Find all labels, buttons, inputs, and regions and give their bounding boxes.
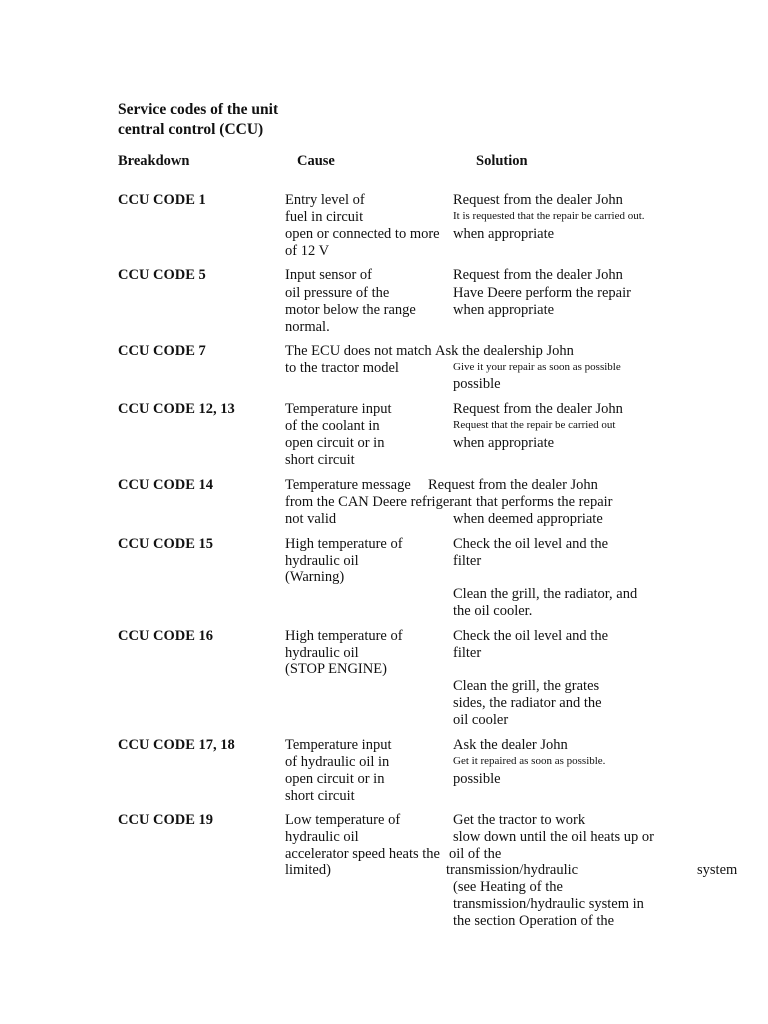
cause-line: open circuit or in: [285, 435, 385, 451]
solution-line: Check the oil level and the: [453, 536, 609, 552]
code-label: CCU CODE 1: [118, 192, 206, 208]
solution-line: possible: [453, 376, 501, 392]
cause-line: High temperature of: [285, 628, 403, 644]
cause-line: of the coolant in: [285, 418, 380, 434]
cause-line: open circuit or in: [285, 771, 385, 787]
cause-line: Temperature input: [285, 401, 392, 417]
solution-line: oil cooler: [453, 712, 509, 728]
cause-line: of 12 V: [285, 243, 330, 259]
solution-line: when deemed appropriate: [453, 511, 603, 527]
page-title-line-1: Service codes of the unit: [118, 101, 279, 118]
cause-line: (STOP ENGINE): [285, 661, 387, 677]
solution-line: the section Operation of the: [453, 913, 615, 929]
cause-line: High temperature of: [285, 536, 403, 552]
solution-line: when appropriate: [453, 226, 555, 242]
solution-line: transmission/hydraulic system in: [453, 896, 644, 912]
cause-line: accelerator speed heats the: [285, 846, 440, 862]
cause-line: not valid: [285, 511, 337, 527]
solution-line: filter: [453, 553, 482, 569]
solution-line: Ask the dealer John: [453, 737, 568, 753]
solution-line: oil of the: [449, 846, 502, 862]
cause-line: fuel in circuit: [285, 209, 364, 225]
solution-line: (see Heating of the: [453, 879, 563, 895]
cause-line: Low temperature of: [285, 812, 401, 828]
solution-line: Have Deere perform the repair: [453, 285, 631, 301]
cause-line: to the tractor model: [285, 360, 399, 376]
cause-line: from the CAN Deere refrigerant: [285, 494, 472, 510]
cause-line: Input sensor of: [285, 267, 372, 283]
cause-line: normal.: [285, 319, 330, 335]
solution-line: Request from the dealer John: [453, 267, 623, 283]
solution-line: Ask the dealership John: [435, 343, 574, 359]
cause-line: hydraulic oil: [285, 645, 359, 661]
solution-line: Get the tractor to work: [453, 812, 586, 828]
solution-line: filter: [453, 645, 482, 661]
code-label: CCU CODE 7: [118, 343, 206, 359]
solution-line: Get it repaired as soon as possible.: [453, 755, 606, 767]
solution-line: slow down until the oil heats up or: [453, 829, 654, 845]
solution-line: Give it your repair as soon as possible: [453, 361, 621, 373]
cause-line: Entry level of: [285, 192, 365, 208]
cause-line: open or connected to more: [285, 226, 440, 242]
code-label: CCU CODE 16: [118, 628, 214, 644]
cause-line: hydraulic oil: [285, 829, 359, 845]
cause-line: oil pressure of the: [285, 285, 390, 301]
header-cause: Cause: [297, 153, 335, 169]
cause-line: The ECU does not match: [285, 343, 432, 359]
solution-line: sides, the radiator and the: [453, 695, 602, 711]
solution-line: system: [697, 862, 738, 878]
solution-line: Request that the repair be carried out: [453, 419, 616, 431]
cause-line: Temperature input: [285, 737, 392, 753]
solution-line: Request from the dealer John: [453, 192, 623, 208]
code-label: CCU CODE 19: [118, 812, 214, 828]
solution-line: It is requested that the repair be carried out.: [453, 210, 645, 222]
code-label: CCU CODE 15: [118, 536, 214, 552]
code-label: CCU CODE 5: [118, 267, 206, 283]
solution-line: Request from the dealer John: [428, 477, 598, 493]
solution-line: Clean the grill, the radiator, and: [453, 586, 638, 602]
code-label: CCU CODE 12, 13: [118, 401, 235, 417]
cause-line: limited): [285, 862, 331, 878]
cause-line: short circuit: [285, 452, 355, 468]
solution-line: possible: [453, 771, 501, 787]
cause-line: of hydraulic oil in: [285, 754, 390, 770]
code-label: CCU CODE 14: [118, 477, 214, 493]
cause-line: hydraulic oil: [285, 553, 359, 569]
solution-line: Clean the grill, the grates: [453, 678, 600, 694]
cause-line: Temperature message: [285, 477, 411, 493]
header-solution: Solution: [476, 153, 528, 169]
header-breakdown: Breakdown: [118, 153, 190, 169]
solution-line: Request from the dealer John: [453, 401, 623, 417]
code-label: CCU CODE 17, 18: [118, 737, 235, 753]
solution-line: Check the oil level and the: [453, 628, 609, 644]
solution-line: transmission/hydraulic: [446, 862, 579, 878]
cause-line: short circuit: [285, 788, 355, 804]
solution-line: the oil cooler.: [453, 603, 533, 619]
solution-line: when appropriate: [453, 435, 555, 451]
solution-line: that performs the repair: [476, 494, 613, 510]
cause-line: motor below the range: [285, 302, 416, 318]
cause-line: (Warning): [285, 569, 345, 585]
page-title-line-2: central control (CCU): [118, 121, 264, 138]
solution-line: when appropriate: [453, 302, 555, 318]
